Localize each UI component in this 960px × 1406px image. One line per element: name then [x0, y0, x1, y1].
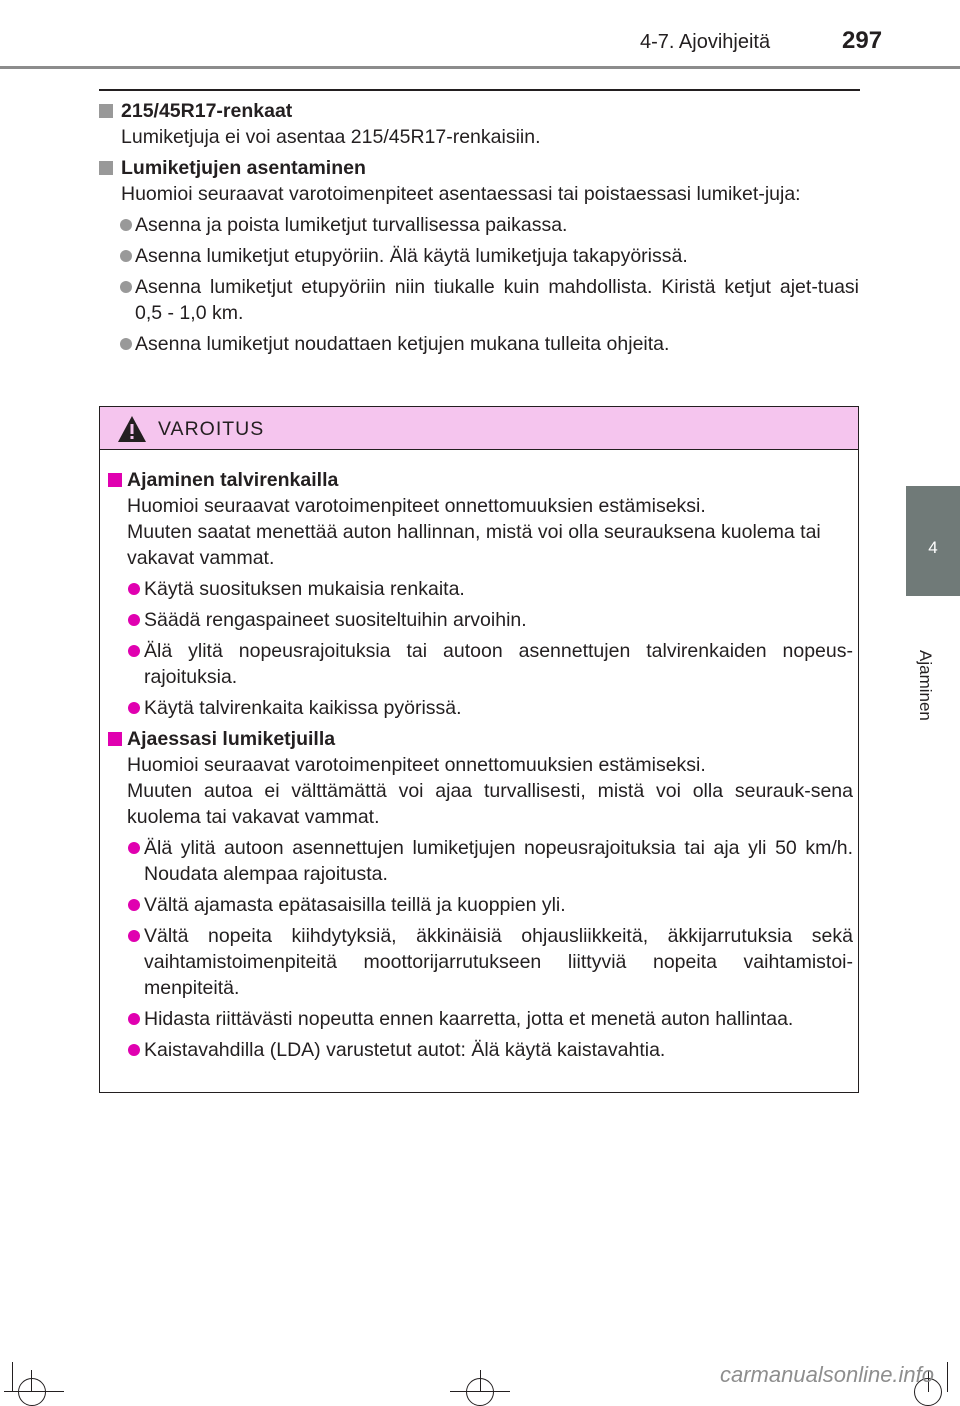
header-rule [0, 66, 960, 69]
warning-section-title: Ajaminen talvirenkailla [127, 469, 339, 491]
list-item [99, 274, 859, 326]
circle-bullet-icon [120, 281, 132, 293]
circle-bullet-icon [120, 338, 132, 350]
list-item-text: Asenna lumiketjut noudattaen ketjujen mukana tulleita ohjeita. [135, 333, 670, 355]
chapter-number: 4 [928, 538, 938, 557]
warning-header [100, 407, 858, 450]
warning-section [108, 467, 853, 571]
list-item [108, 638, 853, 690]
warning-label: VAROITUS [158, 418, 265, 440]
list-item [108, 607, 853, 633]
watermark: carmanualsonline.info [720, 1362, 935, 1387]
circle-bullet-icon [128, 645, 140, 657]
list-item [108, 695, 853, 721]
square-bullet-icon [108, 473, 122, 487]
circle-bullet-icon [128, 702, 140, 714]
circle-bullet-icon [128, 899, 140, 911]
list-item-text: Älä ylitä nopeusrajoituksia tai autoon asennettujen talvirenkaiden nopeus-rajoituksia. [144, 640, 853, 688]
list-item-text: Säädä rengaspaineet suositeltuihin arvoihin. [144, 609, 527, 631]
chapter-tab[interactable] [906, 486, 960, 596]
list-item-text: Käytä talvirenkaita kaikissa pyörissä. [144, 697, 462, 719]
section-title: Lumiketjujen asentaminen [121, 157, 366, 179]
section-body: Huomioi seuraavat varotoimenpiteet asentaessasi tai poistaessasi lumiket-juja: [121, 183, 801, 205]
content-top-rule [99, 89, 860, 91]
list-item-text: Käytä suosituksen mukaisia renkaita. [144, 578, 465, 600]
chapter-label: Ajaminen [916, 650, 935, 721]
list-item-text: Asenna lumiketjut etupyöriin. Älä käytä lumiketjuja takapyörissä. [135, 245, 688, 267]
section-title: 215/45R17-renkaat [121, 100, 293, 122]
circle-bullet-icon [128, 614, 140, 626]
crop-mark [12, 1362, 13, 1392]
list-item-text: Vältä ajamasta epätasaisilla teillä ja kuoppien yli. [144, 894, 566, 916]
section [99, 155, 859, 207]
crop-mark [947, 1362, 948, 1392]
list-item [99, 331, 859, 357]
square-bullet-icon [99, 161, 113, 175]
list-item [108, 892, 853, 918]
main-content [99, 98, 859, 357]
list-item [99, 243, 859, 269]
list-item-text: Hidasta riittävästi nopeutta ennen kaarretta, jotta et menetä auton hallintaa. [144, 1008, 794, 1030]
warning-content [108, 467, 853, 1063]
circle-bullet-icon [128, 1044, 140, 1056]
list-item-text: Asenna lumiketjut etupyöriin niin tiukalle kuin mahdollista. Kiristä ketjut ajet-tuasi 0,5 - 1,0 km. [135, 276, 859, 324]
list-item-text: Vältä nopeita kiihdytyksiä, äkkinäisiä ohjausliikkeitä, äkkijarrutuksia sekä vaihtamistoimenpiteitä moottorijarrutukseen liittyviä nopeita vaihtamistoi-menpiteitä. [144, 925, 853, 999]
circle-bullet-icon [128, 930, 140, 942]
square-bullet-icon [108, 732, 122, 746]
circle-bullet-icon [128, 1013, 140, 1025]
circle-bullet-icon [120, 250, 132, 262]
warning-section-body: Huomioi seuraavat varotoimenpiteet onnettomuuksien estämiseksi. Muuten autoa ei välttämättä voi ajaa turvallisesti, mistä voi olla seurauk-sena kuolema tai vakavat vammat. [127, 754, 853, 828]
list-item [99, 212, 859, 238]
warning-triangle-icon [116, 414, 148, 444]
warning-section-title: Ajaessasi lumiketjuilla [127, 728, 336, 750]
square-bullet-icon [99, 104, 113, 118]
warning-box [99, 406, 859, 1093]
section-body: Lumiketjuja ei voi asentaa 215/45R17-renkaisiin. [121, 126, 541, 148]
page-number: 297 [842, 27, 883, 54]
circle-bullet-icon [120, 219, 132, 231]
list-item [108, 1006, 853, 1032]
list-item-text: Älä ylitä autoon asennettujen lumiketjujen nopeusrajoituksia tai aja yli 50 km/h. Noudata alempaa rajoitusta. [144, 837, 853, 885]
registration-mark-icon [18, 1378, 46, 1406]
list-item [108, 923, 853, 1001]
circle-bullet-icon [128, 842, 140, 854]
warning-section [108, 726, 853, 830]
list-item [108, 576, 853, 602]
header-section-title: 4-7. Ajovihjeitä [640, 31, 771, 53]
crop-mark [480, 1370, 481, 1392]
list-item-text: Kaistavahdilla (LDA) varustetut autot: Älä käytä kaistavahtia. [144, 1039, 666, 1061]
crop-mark [31, 1370, 32, 1392]
warning-section-body: Huomioi seuraavat varotoimenpiteet onnettomuuksien estämiseksi. Muuten saatat menettää auton hallinnan, mistä voi olla seurauksena kuolema tai vakavat vammat. [127, 495, 821, 569]
section [99, 98, 859, 150]
list-item [108, 835, 853, 887]
circle-bullet-icon [128, 583, 140, 595]
list-item-text: Asenna ja poista lumiketjut turvallisessa paikassa. [135, 214, 568, 236]
list-item [108, 1037, 853, 1063]
